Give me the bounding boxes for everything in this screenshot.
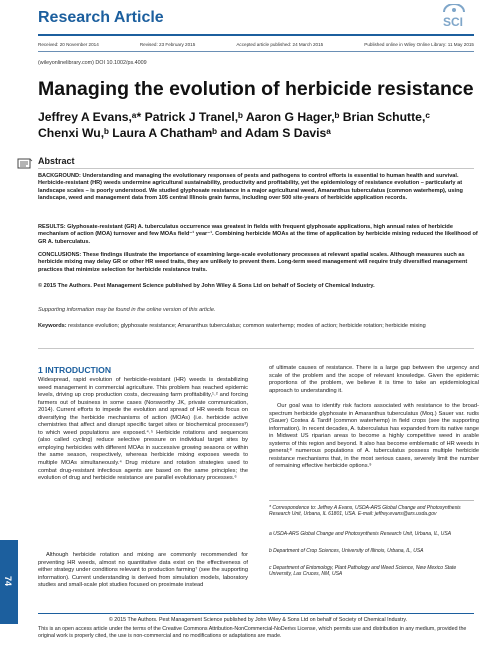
background-text: Understanding and managing the evolutionary responses of pests and pathogens to control efforts is essential to human health and survival. Herbicide-resistant (HR) weeds undermine agricultural sustainability, productivity and profitability, yet the epidemiology of resistance evolution – particularly at landscape scales – is poorly understood. We studied glyphosate resistance in a major agricultural weed, Amaranthus tuberculatus (common waterhemp), using landscape, weed and management data from 105 central Illinois grain farms, including over 500 site-years of herbicide application records. bbox=[38, 173, 463, 202]
intro-left-para-1: Widespread, rapid evolution of herbicide-resistant (HR) weeds is destabilizing weed management in commercial agriculture. This problem has reached epidemic levels, driving up crop production costs, decreasing farm profitability,¹˒² and forcing farmers out of business in some cases (Norsworthy JK, private communication, 2014). Current efforts to impede the evolution and spread of HR weeds focus on diversifying the herbicide mechanisms of action (MOAs) (i.e. herbicide active chemistries that affect and disrupt specific target sites or biochemical processes³) to which weed populations are exposed.⁴˒⁵ Herbicide rotations and sequences (also called cycling) reduce selective pressure on individual target sites by employing herbicides with different MOAs in successive growing seasons or within the same season, respectively, whereas herbicide mixing exposes weeds to multiple MOAs simultaneously.⁴ Drug mixture and rotation strategies used to combat drug-resistant infectious agents are based on the same principles; the evolution of drug and herbicide resistance are parallel evolutionary processes.⁶ bbox=[38, 377, 248, 482]
sci-logo-text: SCI bbox=[443, 15, 464, 29]
intro-right-para-1: of ultimate causes of resistance. There is a large gap between the urgency and scale of the problem and the scope of relevant knowledge. Given the epidemic proportions of the problem, we believe it is time to take an epidemiological approach to understanding it. bbox=[269, 365, 479, 394]
header-rule bbox=[38, 34, 474, 36]
supporting-info: Supporting information may be found in the online version of this article. bbox=[38, 307, 216, 313]
keywords-text: resistance evolution; glyphosate resistance; Amaranthus tuberculatus; common waterhemp; modes of action; herbicide rotation; herbicide mixing bbox=[66, 323, 426, 329]
intro-right-para-2: Our goal was to identify risk factors associated with resistance to the broad-spectrum herbicide glyphosate in Amaranthus tuberculatus (Moq.) Sauer var. rudis (Sauer) Costea & Tardif (common waterhemp) in field crops (see the supporting information). In recent decades, A. tuberculatus has expanded from its native range in Midwest US riparian areas to become a highly competitive weed in arable systems of this region and beyond. It also has become emblematic of HR weeds in general;⁸ numerous populations of A. tuberculatus possess multiple herbicide resistance mechanisms that, in the most serious cases, severely limit the number of remaining effective herbicide options.⁹ bbox=[269, 403, 479, 470]
author-list bbox=[38, 109, 478, 141]
doi[interactable]: (wileyonlinelibrary.com) DOI 10.1002/ps.4009 bbox=[38, 60, 147, 66]
abstract-copyright: © 2015 The Authors. Pest Management Science published by John Wiley & Sons Ltd on behalf of Society of Chemical Industry. bbox=[38, 283, 375, 289]
footnote-c: c Department of Entomology, Plant Pathology and Weed Science, New Mexico State University, Las Cruces, NM, USA bbox=[269, 565, 457, 578]
accepted-date: Accepted article published: 24 March 2015 bbox=[236, 42, 324, 47]
page-number: 74 bbox=[3, 575, 14, 587]
intro-left-para-2: Although herbicide rotation and mixing are commonly recommended for preventing HR weeds, almost no quantitative data exist on the effectiveness of either strategy under conditions relevant to production farming⁷ (see the supporting information). Current understanding is derived from simulation models, laboratory studies and small-scale plot studies focused on proximate instead bbox=[38, 552, 248, 589]
revised-date: Revised: 23 February 2015 bbox=[139, 42, 196, 47]
page-number-tab bbox=[0, 540, 18, 624]
abstract-results bbox=[38, 224, 478, 246]
intro-heading: 1 INTRODUCTION bbox=[38, 365, 112, 375]
authors-line-2: Chenxi Wu,ᵇ Laura A Chathamᵇ and Adam S Davisᵃ bbox=[38, 126, 331, 140]
authors-line-1: Jeffrey A Evans,ᵃ* Patrick J Tranel,ᵇ Aaron G Hager,ᵇ Brian Schutte,ᶜ bbox=[38, 110, 430, 124]
keywords-label: Keywords: bbox=[38, 323, 67, 329]
keywords-rule bbox=[38, 348, 474, 349]
footnote-b: b Department of Crop Sciences, University of Illinois, Urbana, IL, USA bbox=[269, 548, 424, 554]
received-date: Received: 20 November 2014 bbox=[38, 42, 99, 47]
section-label: Research Article bbox=[38, 9, 164, 26]
keywords bbox=[38, 323, 468, 330]
abstract-conclusions bbox=[38, 252, 478, 274]
abstract-rule bbox=[38, 168, 474, 169]
background-label: BACKGROUND: bbox=[38, 173, 81, 179]
conclusions-text: These findings illustrate the importance of examining large-scale evolutionary processes at relevant spatial scales. Although measures such as herbicide mixing may delay GR or other HR weed traits, they are unlikely to prevent them. Long-term weed management will require truly diversified management practices that minimize selection for herbicide resistance traits. bbox=[38, 252, 468, 273]
conclusions-label: CONCLUSIONS: bbox=[38, 252, 82, 258]
results-text: Glyphosate-resistant (GR) A. tuberculatus occurrence was greatest in fields with frequent glyphosate applications, high annual rates of herbicide mechanism of action (MOA) turnover and few MOAs field⁻¹ year⁻¹. Combining herbicide MOAs at the time of application by herbicide mixing reduced the likelihood of GR A. tuberculatus. bbox=[38, 224, 478, 245]
dates-bar bbox=[38, 42, 474, 47]
footnote-rule bbox=[269, 500, 474, 501]
footnote-a: a USDA-ARS Global Change and Photosynthesis Research Unit, Urbana, IL, USA bbox=[269, 531, 452, 537]
footer-license: This is an open access article under the terms of the Creative Commons Attribution-NonCommercial-NoDerivs License, which permits use and distribution in any medium, provided the original work is properly cited, the use is non-commercial and no modifications or adaptations are made. bbox=[38, 626, 467, 639]
sci-logo bbox=[428, 4, 474, 30]
footnote-correspondence: * Correspondence to: Jeffrey A Evans, USDA-ARS Global Change and Photosynthesis Research Unit, Urbana, IL 61801, USA. E-mail: jeffrey.evans@ars.usda.gov bbox=[269, 505, 461, 518]
online-date: Published online in Wiley Online Library: 11 May 2015 bbox=[364, 42, 474, 47]
results-label: RESULTS: bbox=[38, 224, 66, 230]
abstract-heading: Abstract bbox=[38, 156, 75, 166]
footer-copyright: © 2015 The Authors. Pest Management Science published by John Wiley & Sons Ltd on behalf of Society of Chemical Industry. bbox=[108, 617, 408, 623]
abstract-background bbox=[38, 173, 478, 203]
dates-rule bbox=[38, 51, 474, 52]
footer-rule bbox=[38, 613, 474, 614]
article-title: Managing the evolution of herbicide resistance bbox=[38, 78, 474, 100]
abstract-icon bbox=[17, 158, 33, 170]
